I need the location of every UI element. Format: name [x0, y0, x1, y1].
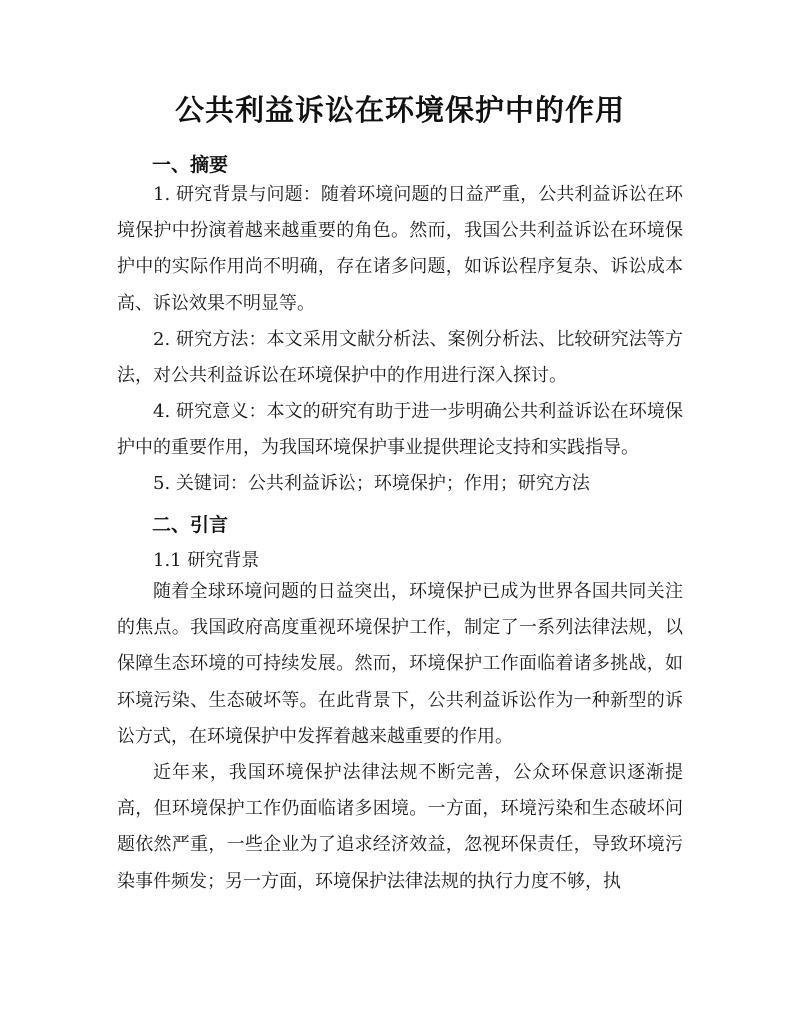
abstract-item-significance: 4. 研究意义：本文的研究有助于进一步明确公共利益诉讼在环境保护中的重要作用，为我国环境保护事业提供理论支持和实践指导。 — [117, 401, 683, 459]
abstract-item-methods: 2. 研究方法：本文采用文献分析法、案例分析法、比较研究法等方法，对公共利益诉讼在环境保护中的作用进行深入探讨。 — [117, 329, 683, 387]
intro-paragraph-1: 随着全球环境问题的日益突出，环境保护已成为世界各国共同关注的焦点。我国政府高度重视环境保护工作，制定了一系列法律法规，以保障生态环境的可持续发展。然而，环境保护工作面临着诸多挑战，如环境污染、生态破坏等。在此背景下，公共利益诉讼作为一种新型的诉讼方式，在环境保护中发挥着越来越重要的作用。 — [117, 581, 683, 747]
intro-heading: 二、引言 — [152, 514, 229, 536]
abstract-item-keywords: 5. 关键词：公共利益诉讼；环境保护；作用；研究方法 — [153, 473, 590, 494]
intro-subheading: 1.1 研究背景 — [153, 550, 260, 571]
intro-paragraph-2: 近年来，我国环境保护法律法规不断完善，公众环保意识逐渐提高，但环境保护工作仍面临诸多困境。一方面，环境污染和生态破坏问题依然严重，一些企业为了追求经济效益，忽视环保责任，导致环境污染事件频发；另一方面，环境保护法律法规的执行力度不够，执 — [117, 762, 683, 892]
abstract-item-background: 1. 研究背景与问题：随着环境问题的日益严重，公共利益诉讼在环境保护中扮演着越来越重要的角色。然而，我国公共利益诉讼在环境保护中的实际作用尚不明确，存在诸多问题，如诉讼程序复杂、诉讼成本高、诉讼效果不明显等。 — [117, 184, 683, 314]
abstract-heading: 一、摘要 — [152, 154, 229, 176]
document-title: 公共利益诉讼在环境保护中的作用 — [174, 93, 625, 127]
